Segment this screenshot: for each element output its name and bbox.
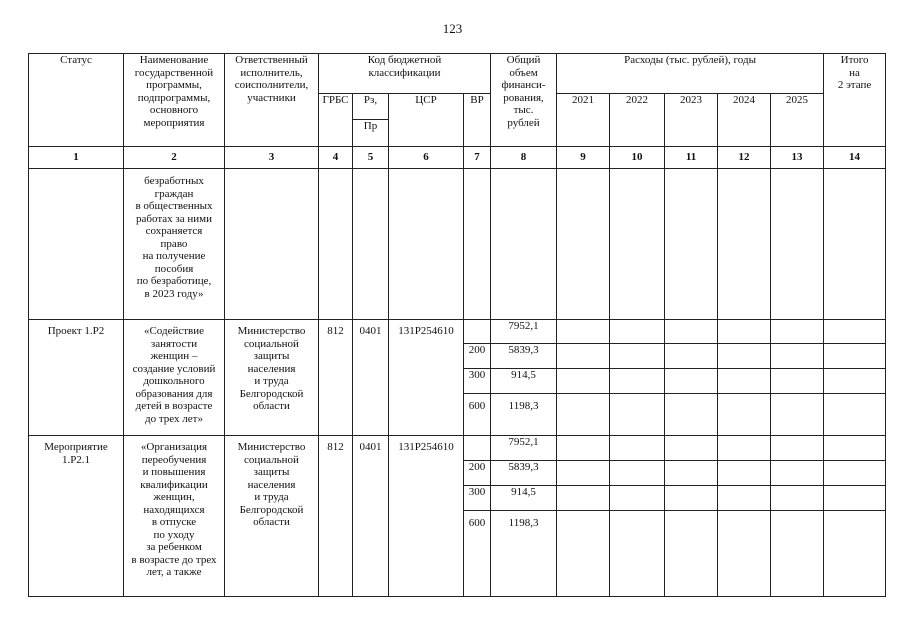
column-number: 5 [353, 147, 389, 169]
budget-table [28, 53, 886, 597]
column-number: 9 [557, 147, 610, 169]
page-number: 123 [442, 21, 463, 36]
status-cell: Проект 1.Р2 [29, 320, 124, 436]
amount-cell: 914,5 [491, 486, 557, 511]
executor-cell: Министерство социальной защиты населения и труда Белгородской области [225, 436, 319, 597]
header-pr: Пр [353, 120, 389, 147]
column-number: 3 [225, 147, 319, 169]
total-cell: 7952,1 [491, 320, 557, 344]
header-year-2025: 2025 [771, 94, 824, 147]
amount-cell: 1198,3 [491, 511, 557, 597]
csr-cell: 131Р254610 [389, 436, 464, 597]
column-number: 11 [665, 147, 718, 169]
vr-cell: 300 [464, 369, 491, 394]
rzpr-cell: 0401 [353, 320, 389, 436]
vr-cell: 600 [464, 394, 491, 436]
continuation-name-cell: безработных граждан в общественных работах за ними сохраняется право на получение пособия по безработице, в 2023 году» [124, 169, 225, 320]
column-number: 13 [771, 147, 824, 169]
rzpr-cell: 0401 [353, 436, 389, 597]
column-number: 8 [491, 147, 557, 169]
header-csr: ЦСР [389, 94, 464, 147]
amount-cell: 5839,3 [491, 344, 557, 369]
header-grbs: ГРБС [319, 94, 353, 147]
table-row [29, 320, 886, 344]
csr-cell: 131Р254610 [389, 320, 464, 436]
column-number: 10 [610, 147, 665, 169]
header-executor: Ответственный исполнитель, соисполнители, участники [225, 54, 319, 147]
grbs-cell: 812 [319, 320, 353, 436]
header-budget-code: Код бюджетной классификации [319, 54, 491, 94]
vr-cell: 300 [464, 486, 491, 511]
header-year-2021: 2021 [557, 94, 610, 147]
grbs-cell: 812 [319, 436, 353, 597]
header-year-2022: 2022 [610, 94, 665, 147]
vr-cell: 200 [464, 461, 491, 486]
header-expenses: Расходы (тыс. рублей), годы [557, 54, 824, 94]
name-cell: «Организация переобучения и повышения квалификации женщин, находящихся в отпуске по уходу за ребенком в возрасте до трех лет, а также [124, 436, 225, 597]
name-cell: «Содействие занятости женщин – создание условий дошкольного образования для детей в возрасте до трех лет» [124, 320, 225, 436]
vr-cell: 600 [464, 511, 491, 597]
total-cell: 7952,1 [491, 436, 557, 461]
vr-cell: 200 [464, 344, 491, 369]
header-name: Наименование государственной программы, подпрограммы, основного мероприятия [124, 54, 225, 147]
column-number-row [29, 147, 886, 169]
column-number: 12 [718, 147, 771, 169]
header-total-volume: Общий объем финанси- рования, тыс. рублей [491, 54, 557, 147]
header-year-2024: 2024 [718, 94, 771, 147]
amount-cell: 1198,3 [491, 394, 557, 436]
amount-cell: 914,5 [491, 369, 557, 394]
header-itogo: Итого на 2 этапе [824, 54, 886, 147]
column-number: 4 [319, 147, 353, 169]
column-number: 2 [124, 147, 225, 169]
header-vr: ВР [464, 94, 491, 147]
header-status: Статус [29, 54, 124, 147]
column-number: 1 [29, 147, 124, 169]
table-row [29, 436, 886, 461]
header-year-2023: 2023 [665, 94, 718, 147]
amount-cell: 5839,3 [491, 461, 557, 486]
column-number: 6 [389, 147, 464, 169]
table-row [29, 169, 886, 320]
column-number: 14 [824, 147, 886, 169]
header-rz: Рз, [353, 94, 389, 120]
executor-cell: Министерство социальной защиты населения и труда Белгородской области [225, 320, 319, 436]
status-cell: Мероприятие 1.Р2.1 [29, 436, 124, 597]
column-number: 7 [464, 147, 491, 169]
